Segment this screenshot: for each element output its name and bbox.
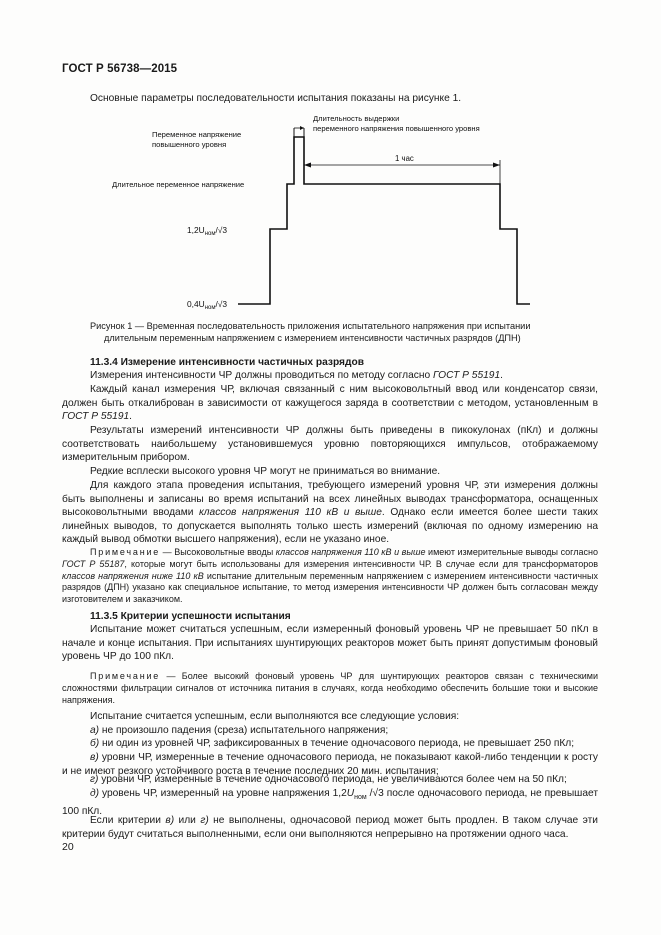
s335-paragraph-3: Если критерии в) или г) не выполнены, одночасовой период может быть продлен. В таком случае эти критерии будут считаться выполненными, если они выполняются непрерывно на протяжении одного часа. <box>62 815 598 840</box>
page-number: 20 <box>62 841 74 853</box>
label-long-ac: Длительное переменное напряжение <box>112 180 245 189</box>
voltage-waveform <box>238 137 530 304</box>
criterion-v: в) уровни ЧР, измеренные в течение одночасового периода, не показывают какой-либо тенденции к росту и не имеют резкого устойчивого роста в течение последних 20 мин. испытания; <box>62 752 598 777</box>
section-11-3-5-heading: 11.3.5 Критерии успешности испытания <box>90 611 291 622</box>
section-11-3-4-heading: 11.3.4 Измерение интенсивности частичных разрядов <box>90 357 364 368</box>
figure-caption-line-2: длительным переменным напряжением с измерением интенсивности частичных разрядов (ДПН) <box>104 333 521 343</box>
hour-arrowhead-left <box>304 163 311 168</box>
s334-paragraph-5: Для каждого этапа проведения испытания, требующего измерений уровня ЧР, эти измерения должны быть выполнены и записаны во время испытаний на всех линейных выводах трансформатора, оснащенных высоковольтными вводами классов напряжения 110 кВ и выше. Однако если имеется более шести таких линейных выводов, то допускается выполнять только шесть измерений (включая по одному измерению на каждый вывод обмотки высшего напряжения), если не указано иное. <box>62 480 599 546</box>
criterion-a: а) не произошло падения (среза) испытательного напряжения; <box>90 725 389 736</box>
label-ac-raised-2: повышенного уровня <box>152 140 227 149</box>
hold-arrowhead <box>300 126 304 130</box>
label-one-hour: 1 час <box>395 154 414 163</box>
hour-arrowhead-right <box>493 163 500 168</box>
s334-note: Примечание — Высоковольтные вводы классов напряжения 110 кВ и выше имеют измерительные выводы согласно ГОСТ Р 55187, которые могут быть использованы для измерения интенсивности ЧР. В случае если для трансформаторов классов напряжения ниже 110 кВ испытание длительным переменным напряжением с измерением интенсивности частичных разрядов (ДПН) указано как специальное испытание, то метод измерения интенсивности ЧР должен быть согласован между изготовителем и заказчиком. <box>62 547 598 605</box>
s334-paragraph-4: Редкие всплески высокого уровня ЧР могут не приниматься во внимание. <box>90 466 441 477</box>
criterion-g: г) уровни ЧР, измеренные в течение одночасового периода, не увеличиваются более чем на 50 пКл; <box>90 774 567 785</box>
criterion-d: д) уровень ЧР, измеренный на уровне напряжения $1,2U_{ном}$ /√3 после одночасового периода, не превышает 100 пКл. <box>62 788 599 817</box>
test-voltage-diagram <box>90 110 570 315</box>
intro-paragraph: Основные параметры последовательности испытания показаны на рисунке 1. <box>90 93 462 104</box>
label-hold-duration-1: Длительность выдержки <box>313 114 400 123</box>
label-1-2-unom: $1,2U_{ном}/√3$ <box>187 225 228 237</box>
label-0-4-unom: $0,4U_{ном}/√3$ <box>187 299 228 311</box>
s334-paragraph-1: Измерения интенсивности ЧР должны проводиться по методу согласно ГОСТ Р 55191. <box>90 370 503 381</box>
s334-paragraph-2: Каждый канал измерения ЧР, включая связанный с ним высоковольтный ввод или конденсатор связи, должен быть откалиброван в зависимости от кажущегося заряда в соответствии с методом, установленным в ГОСТ Р 55191. <box>62 384 598 423</box>
s335-paragraph-2: Испытание считается успешным, если выполняются все следующие условия: <box>90 711 460 722</box>
label-hold-duration-2: переменного напряжения повышенного уровня <box>313 124 480 133</box>
figure-caption-line-1: Рисунок 1 — Временная последовательность приложения испытательного напряжения при испытании <box>90 321 531 331</box>
s335-note: Примечание — Более высокий фоновый уровень ЧР для шунтирующих реакторов связан с техническими сложностями фильтрации сигналов от источника питания в случаях, когда необходимо обеспечить большие токи и высокие напряжения. <box>62 671 598 705</box>
s335-paragraph-1: Испытание может считаться успешным, если измеренный фоновый уровень ЧР не превышает 50 пКл в начале и конце испытания. При испытаниях шунтирующих реакторов может быть принят допустимым фоновый уровень ЧР до 100 пКл. <box>62 624 598 663</box>
document-header: ГОСТ Р 56738—2015 <box>62 63 178 75</box>
label-ac-raised-1: Переменное напряжение <box>152 130 242 139</box>
s334-paragraph-3: Результаты измерений интенсивности ЧР должны быть приведены в пикокулонах (пКл) и должны соответствовать наибольшему установившемуся уровню повторяющихся импульсов, отображаемому измерительным прибором. <box>62 425 598 464</box>
criterion-b: б) ни один из уровней ЧР, зафиксированных в течение одночасового периода, не превышает 250 пКл; <box>90 738 575 749</box>
